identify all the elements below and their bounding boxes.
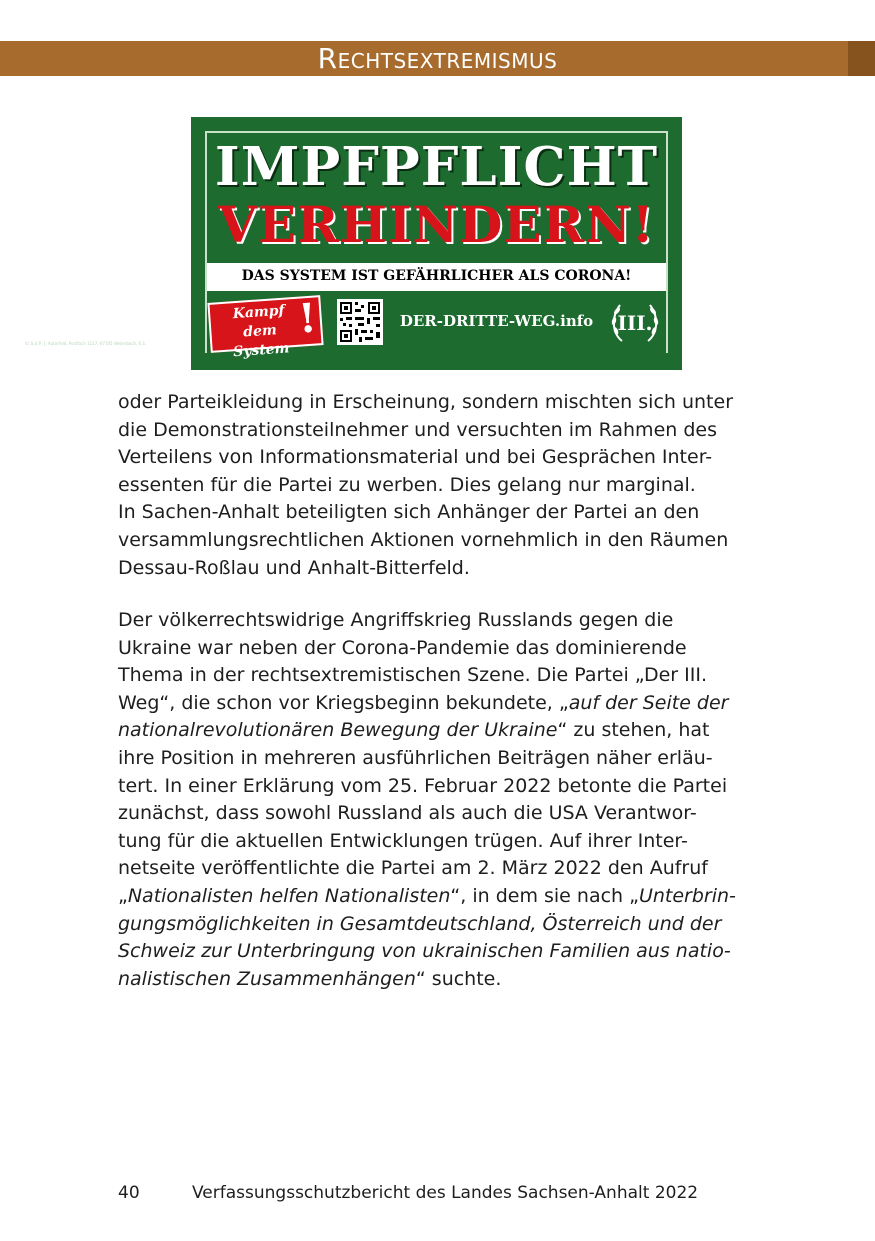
paragraph-2-line: Thema in der rechtsextremistischen Szene. Die Partei „Der III. bbox=[118, 664, 707, 687]
kampf-badge-line-2: System bbox=[232, 340, 290, 361]
poster-website: DER-DRITTE-WEG.info bbox=[399, 312, 594, 330]
quote-italic: gungsmöglichkeiten in Gesamtdeutschland, Österreich und der bbox=[118, 912, 722, 935]
publication-title: Verfassungsschutzbericht des Landes Sachsen-Anhalt 2022 bbox=[192, 1183, 699, 1203]
paragraph-1-line: versammlungsrechtlichen Aktionen vornehmlich in den Räumen bbox=[118, 528, 729, 551]
quote-italic: Nationalisten helfen Nationalisten bbox=[127, 884, 451, 907]
paragraph-1-line: Verteilens von Informationsmaterial und bei Gesprächen Inter- bbox=[118, 446, 713, 469]
text-run: “, in dem sie nach „ bbox=[450, 884, 639, 907]
poster-headline-area bbox=[207, 133, 666, 275]
poster-frame bbox=[205, 131, 668, 361]
qr-code-icon bbox=[337, 299, 383, 345]
kampf-badge-text bbox=[216, 301, 305, 364]
quote-italic: Unterbrin- bbox=[638, 884, 736, 907]
section-title: Rechtsextremismus bbox=[317, 42, 558, 75]
paragraph-2 bbox=[118, 607, 768, 993]
kampf-badge bbox=[207, 294, 323, 361]
paragraph-2-line bbox=[118, 717, 768, 745]
quote-italic: auf der Seite der bbox=[568, 691, 729, 714]
paragraph-2-line: Ukraine war neben der Corona-Pandemie das dominierende bbox=[118, 636, 687, 659]
text-run: Weg“, die schon vor Kriegsbeginn bekundete, „ bbox=[118, 691, 569, 714]
quote-italic: Schweiz zur Unterbringung von ukrainischen Familien aus natio- bbox=[118, 940, 731, 963]
kampf-badge-line-1: Kampf dem bbox=[232, 302, 286, 341]
text-run: “ suchte. bbox=[415, 967, 502, 990]
poster-imprint: V.i.S.d.P.: J. Autorfeld, Postfach 1117, 67105 Weilerbach, E.S. bbox=[25, 341, 147, 346]
campaign-poster-image bbox=[191, 117, 682, 370]
quote-italic: nationalrevolutionären Bewegung der Ukraine bbox=[118, 719, 558, 742]
poster-headline-2: VERHINDERN! bbox=[218, 195, 655, 254]
wreath-logo-text: III. bbox=[617, 311, 653, 335]
paragraph-2-line: zunächst, dass sowohl Russland als auch die USA Verantwor- bbox=[118, 802, 697, 825]
paragraph-2-line bbox=[118, 911, 768, 939]
paragraph-2-line bbox=[118, 690, 768, 718]
paragraph-2-line bbox=[118, 966, 768, 994]
paragraph-2-line: netseite veröffentlichte die Partei am 2. März 2022 den Aufruf bbox=[118, 857, 708, 880]
paragraph-2-line: tert. In einer Erklärung vom 25. Februar 2022 betonte die Partei bbox=[118, 774, 728, 797]
paragraph-1-line: Dessau-Roßlau und Anhalt-Bitterfeld. bbox=[118, 556, 470, 579]
paragraph-1-line: In Sachen-Anhalt beteiligten sich Anhänger der Partei an den bbox=[118, 501, 700, 524]
party-wreath-logo bbox=[608, 295, 662, 349]
text-run: „ bbox=[118, 884, 128, 907]
paragraph-1-line: oder Parteikleidung in Erscheinung, sondern mischten sich unter bbox=[118, 391, 734, 413]
paragraph-1-line: die Demonstrationsteilnehmer und versuchten im Rahmen des bbox=[118, 418, 717, 441]
quote-italic: nalistischen Zusammenhängen bbox=[118, 967, 416, 990]
paragraph-1-line: essenten für die Partei zu werben. Dies gelang nur marginal. bbox=[118, 473, 696, 496]
paragraph-2-line bbox=[118, 938, 768, 966]
poster-headline-1: IMPFPFLICHT bbox=[214, 136, 659, 198]
poster-footer-area bbox=[207, 291, 666, 361]
kampf-badge-exclamation: ! bbox=[297, 294, 318, 343]
paragraph-2-line: ihre Position in mehreren ausführlichen Beiträgen näher erläu- bbox=[118, 746, 713, 769]
paragraph-1 bbox=[118, 389, 768, 582]
paragraph-2-line bbox=[118, 883, 768, 911]
poster-slogan: DAS SYSTEM IST GEFÄHRLICHER ALS CORONA! bbox=[207, 263, 666, 289]
paragraph-2-line: Der völkerrechtswidrige Angriffskrieg Russlands gegen die bbox=[118, 609, 674, 631]
paragraph-2-line: tung für die aktuellen Entwicklungen trügen. Auf ihrer Inter- bbox=[118, 829, 688, 852]
text-run: “ zu stehen, hat bbox=[557, 719, 710, 742]
page-number: 40 bbox=[118, 1183, 140, 1203]
